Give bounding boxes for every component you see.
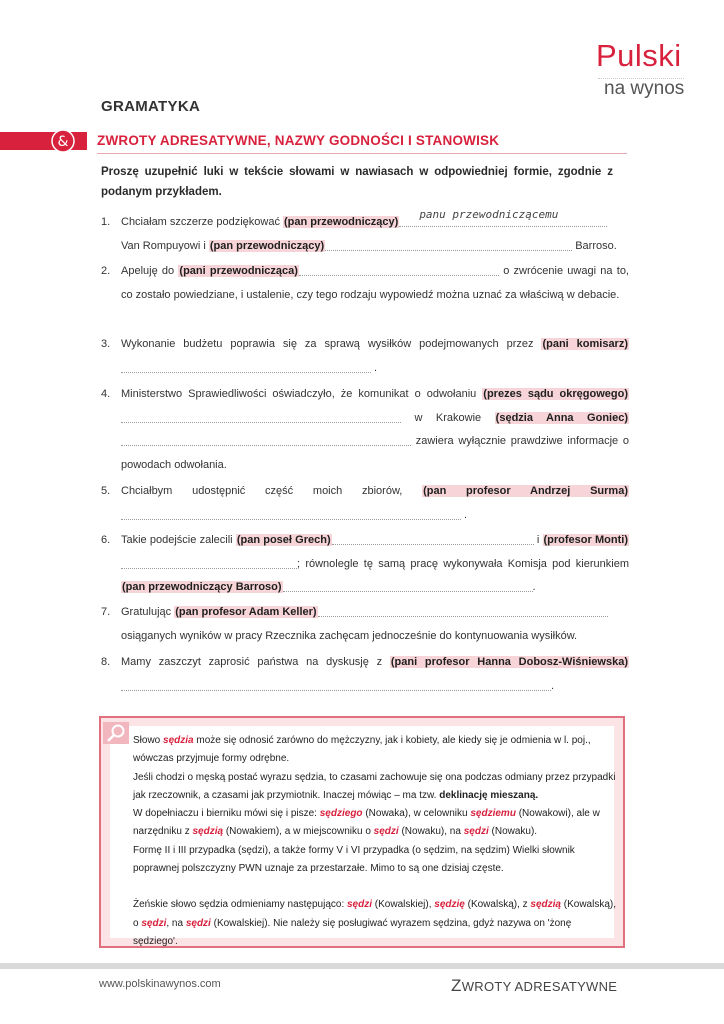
hint: (pani przewodnicząca) [179, 265, 298, 277]
hint: (prezes sądu okręgowego) [483, 388, 628, 400]
exercise-number: 7. [101, 606, 111, 618]
answer-gap[interactable] [121, 432, 411, 446]
note-paragraph-1: Słowo sędzia może się odnosić zarówno do mężczyzny, jak i kobiety, ale kiedy się je odmienia w l. poj., wówczas przyjmuje formy odrębne. [133, 735, 591, 765]
note-paragraph-2: Jeśli chodzi o męską postać wyrazu sędzia, to czasami zachowuje się ona podczas odmiany przez przypadki jak rzeczownik, a czasami jak przymiotnik. Inaczej mówiąc – ma tzw. deklinację mieszaną. [133, 771, 616, 801]
note-paragraph-3: W dopełniaczu i bierniku mówi się i pisze: sędziego (Nowaka), w celowniku sędziemu (Nowakowi), ale w narzędniku z sędzią (Nowakiem), a w miejscowniku o sędzi (Nowaku), na sędzi (Nowaku). [133, 808, 600, 838]
answer-gap[interactable] [325, 237, 572, 251]
logo-sub-text: na wynos [604, 78, 685, 99]
handwritten-answer: panu przewodniczącemu [419, 208, 559, 221]
logo-top-text: Pulski [596, 38, 682, 73]
exercise-4: 4. Ministerstwo Sprawiedliwości oświadczyło, że komunikat o odwołaniu (prezes sądu okręgowego) w Krakowie (sędzia Anna Goniec) zawiera wyłącznie prawdziwe informacje o powodach odwołania. [101, 383, 629, 477]
hint: (pan poseł Grech) [236, 534, 331, 546]
exercise-6: 6. Takie podejście zalecili (pan poseł Grech) i (profesor Monti); równolegle tę samą pracę wykonywała Komisja pod kierunkiem (pan przewodniczący Barroso) . [101, 529, 629, 600]
instruction-text: Proszę uzupełnić luki w tekście słowami w nawiasach w odpowiedniej formie, zgodnie z podanym przykładem. [101, 166, 613, 198]
answer-gap[interactable] [299, 262, 499, 276]
answer-gap[interactable] [121, 677, 551, 691]
exercise-number: 5. [101, 485, 111, 497]
exercise-number: 3. [101, 338, 111, 350]
footer-title: ZWROTY ADRESATYWNE [451, 976, 618, 995]
answer-gap[interactable] [121, 359, 371, 373]
answer-gap[interactable] [332, 531, 534, 545]
note-paragraph-5: Żeńskie słowo sędzia odmieniamy następująco: sędzi (Kowalskiej), sędzię (Kowalską), z sędzią (Kowalską), o sędzi, na sędzi (Kowalskiej). Nie należy się posługiwać wyrazem sędzina, gdyż nazywa on 'żonę sędziego'. [133, 899, 617, 947]
hint: (pani profesor Hanna Dobosz-Wiśniewska) [390, 656, 628, 668]
hint: (profesor Monti) [543, 534, 628, 546]
exercise-7: 7. Gratulując (pan profesor Adam Keller) osiąganych wyników w pracy Rzecznika zachęcam jednocześnie do kontynuowania wysiłków. [101, 601, 629, 648]
banner-title: ZWROTY ADRESATYWNE, NAZWY GODNOŚCI I STANOWISK [97, 133, 500, 148]
exercise-8: 8. Mamy zaszczyt zaprosić państwa na dyskusję z (pani profesor Hanna Dobosz-Wiśniewska). [101, 651, 629, 698]
exercise-5: 5. Chciałbym udostępnić część moich zbiorów, (pan profesor Andrzej Surma) . [101, 480, 629, 527]
hint: (pan profesor Adam Keller) [175, 606, 317, 618]
footer-bar [0, 963, 724, 969]
banner-underline [97, 153, 627, 154]
exercise-1: 1. Chciałam szczerze podziękować (pan przewodniczący) panu przewodniczącemu Van Rompuyowi i (pan przewodniczący) Barroso. [101, 211, 629, 258]
exercise-3: 3. Wykonanie budżetu poprawia się za sprawą wysiłków podejmowanych przez (pani komisarz) . [101, 333, 629, 380]
grammar-note-text [133, 732, 617, 951]
svg-text:&: & [57, 134, 69, 150]
hint: (pani komisarz) [542, 338, 629, 350]
answer-gap[interactable] [318, 603, 608, 617]
hint: (pan profesor Andrzej Surma) [423, 485, 628, 497]
answer-gap[interactable] [399, 208, 607, 227]
hint: (sędzia Anna Goniec) [495, 411, 628, 424]
hint: (pan przewodniczący) [284, 216, 399, 228]
logo [596, 40, 696, 71]
section-title: GRAMATYKA [101, 98, 201, 115]
exercise-number: 6. [101, 534, 111, 546]
hint: (pan przewodniczący) [209, 239, 325, 252]
answer-gap[interactable] [121, 506, 461, 520]
exercise-2: 2. Apeluję do (pani przewodnicząca) o zwrócenie uwagi na to, co zostało powiedziane, i ustalenie, czy tego rodzaju wypowiedź można uznać za właściwą w debacie. [101, 260, 629, 307]
hint: (pan przewodniczący Barroso) [122, 581, 282, 593]
footer-url[interactable]: www.polskinawynos.com [99, 978, 221, 990]
magnifier-icon [103, 722, 129, 744]
exercise-number: 1. [101, 216, 111, 228]
answer-gap[interactable] [121, 409, 401, 423]
note-paragraph-4: Formę II i III przypadka (sędzi), a także formy V i VI przypadka (o sędzim, na sędzim) Wielki słownik poprawnej polszczyzny PWN uznaje za przestarzałe. Mimo to są one dzisiaj częste. [133, 844, 575, 875]
ampersand-icon [51, 129, 75, 153]
answer-gap[interactable] [283, 578, 533, 592]
exercise-number: 4. [101, 388, 111, 400]
exercise-number: 2. [101, 265, 111, 277]
answer-gap[interactable] [121, 555, 297, 569]
exercise-number: 8. [101, 656, 111, 668]
